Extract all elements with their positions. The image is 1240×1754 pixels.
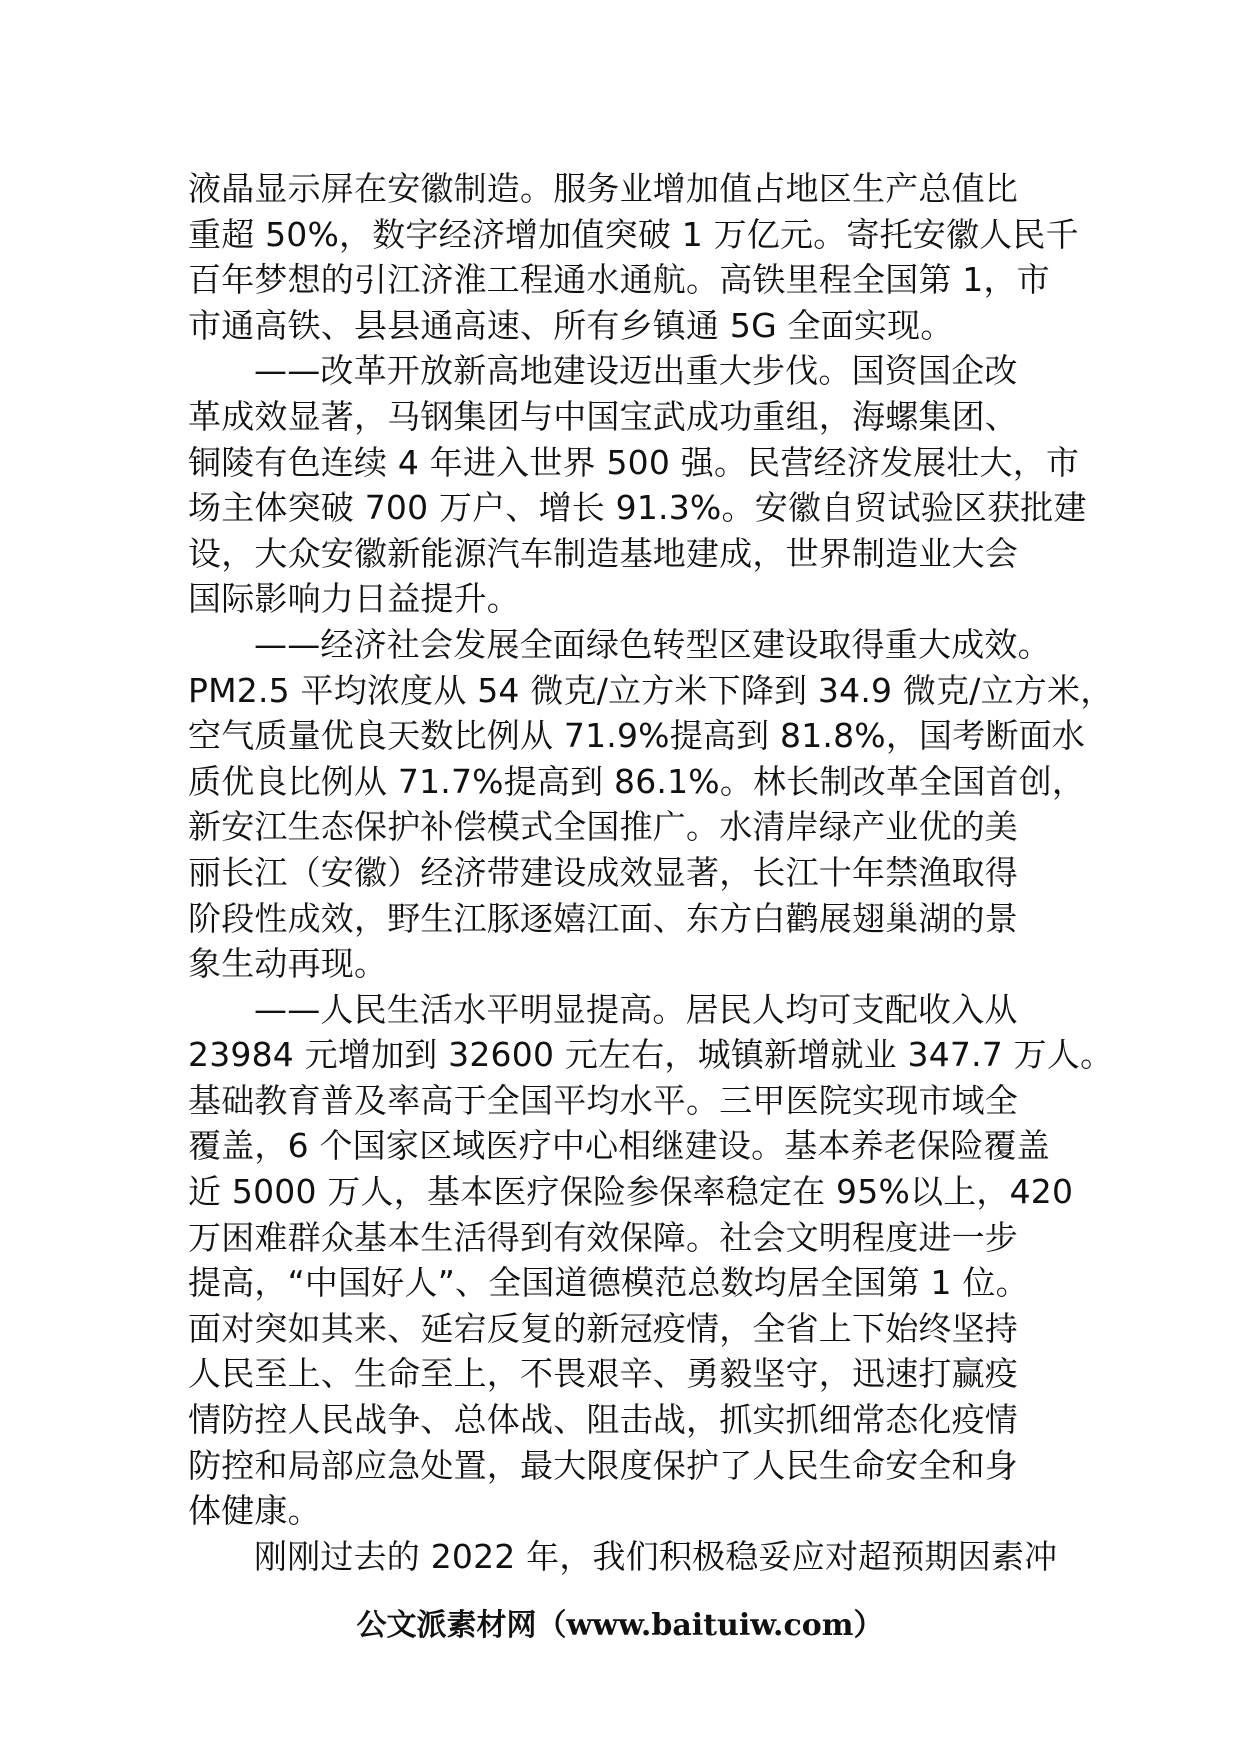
text-line: 覆盖，6 个国家区域医疗中心相继建设。基本养老保险覆盖	[188, 1126, 1050, 1166]
paragraph-first-line: ——人民生活水平明显提高。居民人均可支配收入从	[254, 989, 1018, 1029]
paragraph-first-line: 刚刚过去的 2022 年，我们积极稳妥应对超预期因素冲	[254, 1536, 1058, 1576]
text-line: 人民至上、生命至上，不畏艰辛、勇毅坚守，迅速打赢疫	[188, 1354, 1018, 1394]
text-line: 近 5000 万人，基本医疗保险参保率稳定在 95%以上，420	[188, 1172, 1074, 1212]
text-line: 万困难群众基本生活得到有效保障。社会文明程度进一步	[188, 1217, 1018, 1257]
text-line: 场主体突破 700 万户、增长 91.3%。安徽自贸试验区获批建	[188, 488, 1087, 528]
text-line: 国际影响力日益提升。	[188, 579, 520, 619]
text-line: 设，大众安徽新能源汽车制造基地建成，世界制造业大会	[188, 533, 1018, 573]
text-line: 重超 50%，数字经济增加值突破 1 万亿元。寄托安徽人民千	[188, 214, 1079, 254]
paragraph-first-line: ——改革开放新高地建设迈出重大步伐。国资国企改	[254, 351, 1018, 391]
text-line: 革成效显著，马钢集团与中国宝武成功重组，海螺集团、	[188, 396, 1018, 436]
text-line: 新安江生态保护补偿模式全国推广。水清岸绿产业优的美	[188, 807, 1018, 847]
text-line: 丽长江（安徽）经济带建设成效显著，长江十年禁渔取得	[188, 852, 1018, 892]
text-line: 阶段性成效，野生江豚逐嬉江面、东方白鹳展翅巢湖的景	[188, 898, 1018, 938]
text-line: 象生动再现。	[188, 944, 388, 984]
text-line: 基础教育普及率高于全国平均水平。三甲医院实现市域全	[188, 1080, 1018, 1120]
footer-watermark: 公文派素材网（www.baituiw.com）	[356, 1608, 884, 1643]
text-line: 面对突如其来、延宕反复的新冠疫情，全省上下始终坚持	[188, 1308, 1018, 1348]
text-line: 情防控人民战争、总体战、阻击战，抓实抓细常态化疫情	[188, 1400, 1018, 1440]
text-line: 23984 元增加到 32600 元左右，城镇新增就业 347.7 万人。	[188, 1035, 1114, 1075]
text-line: PM2.5 平均浓度从 54 微克/立方米下降到 34.9 微克/立方米，	[188, 670, 1114, 710]
text-line: 提高，“中国好人”、全国道德模范总数均居全国第 1 位。	[188, 1263, 1029, 1303]
text-line: 防控和局部应急处置，最大限度保护了人民生命安全和身	[188, 1445, 1018, 1485]
text-line: 空气质量优良天数比例从 71.9%提高到 81.8%，国考断面水	[188, 716, 1086, 756]
text-line: 铜陵有色连续 4 年进入世界 500 强。民营经济发展壮大，市	[188, 442, 1080, 482]
text-line: 市通高铁、县县通高速、所有乡镇通 5G 全面实现。	[188, 305, 954, 345]
text-line: 体健康。	[188, 1491, 321, 1531]
text-line: 百年梦想的引江济淮工程通水通航。高铁里程全国第 1，市	[188, 260, 1050, 300]
text-line: 液晶显示屏在安徽制造。服务业增加值占地区生产总值比	[188, 169, 1018, 208]
body-text	[188, 166, 1114, 1579]
paragraph-first-line: ——经济社会发展全面绿色转型区建设取得重大成效。	[254, 624, 1051, 664]
text-line: 质优良比例从 71.7%提高到 86.1%。林长制改革全国首创，	[188, 761, 1086, 801]
